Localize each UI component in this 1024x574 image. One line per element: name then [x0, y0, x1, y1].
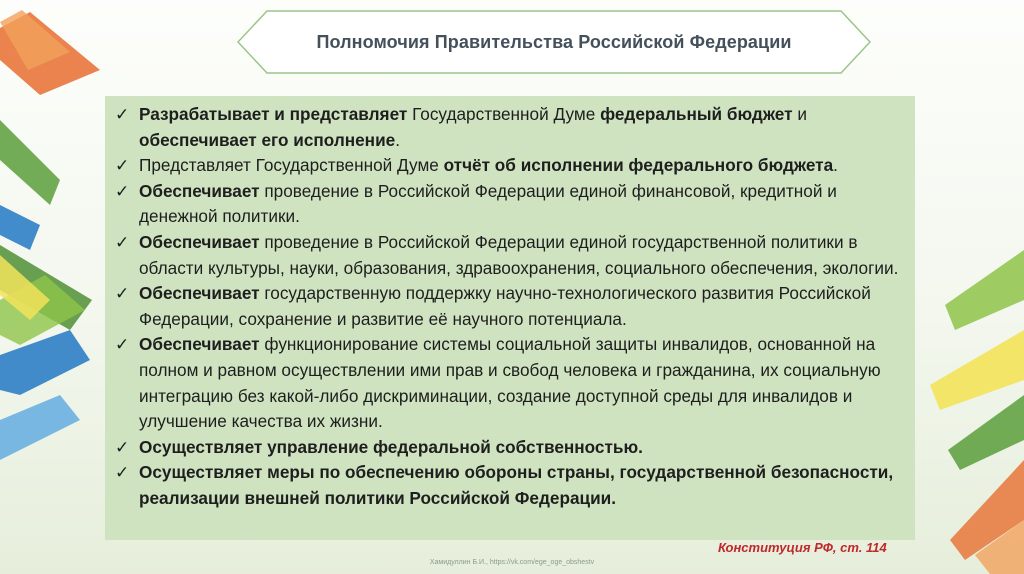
list-item-text: [139, 102, 907, 153]
bold-segment: Обеспечивает: [139, 334, 260, 355]
list-item-text: [139, 281, 907, 332]
check-icon: ✓: [115, 284, 130, 304]
list-item-text: [139, 179, 907, 230]
list-item: [115, 153, 907, 179]
text-segment: проведение в Российской Федерации единой финансовой, кредитной и денежной политики.: [139, 180, 837, 227]
text-segment: .: [833, 155, 838, 176]
list-item: [115, 281, 907, 332]
check-icon: ✓: [115, 232, 130, 252]
check-icon: ✓: [115, 437, 130, 457]
text-segment: проведение в Российской Федерации единой государственной политики в области культуры, науки, образования, здравоохранения, социального обеспечения, экологии.: [139, 231, 899, 278]
text-segment: Государственной Думе: [407, 104, 601, 124]
bold-segment: Обеспечивает: [139, 231, 260, 252]
check-icon: ✓: [115, 181, 130, 201]
bold-segment: Осуществляет управление федеральной собственностью.: [139, 436, 643, 457]
text-segment: государственную поддержку научно-технологического развития Российской Федерации, сохранение и развитие её научного потенциала.: [139, 283, 871, 329]
list-item-text: [139, 153, 907, 179]
list-item-text: [139, 332, 907, 434]
list-item-text: [139, 435, 907, 461]
check-icon: ✓: [115, 335, 130, 355]
powers-list: [105, 96, 915, 540]
title-banner: [237, 10, 871, 74]
text-segment: .: [395, 129, 400, 150]
text-segment: и: [792, 104, 807, 124]
list-item: [115, 435, 907, 461]
bold-segment: обеспечивает его исполнение: [139, 129, 396, 150]
list-item-text: [139, 230, 907, 281]
bold-segment: Разрабатывает и представляет: [139, 104, 408, 124]
list-item: [115, 102, 907, 153]
bold-segment: отчёт об исполнении федерального бюджета: [443, 155, 834, 176]
check-icon: ✓: [115, 105, 130, 124]
check-icon: ✓: [115, 463, 130, 483]
check-icon: ✓: [115, 156, 130, 176]
list-item: [115, 460, 907, 511]
bold-segment: Осуществляет меры по обеспечению обороны страны, государственной безопасности, реализации внешней политики Российской Федерации.: [139, 462, 894, 508]
source-citation: Конституция РФ, ст. 114: [718, 540, 887, 555]
bold-segment: Обеспечивает: [139, 283, 260, 304]
text-segment: функционирование системы социальной защиты инвалидов, основанной на полном и равном осуществлении ими прав и свобод человека и гражданина, их социальную интеграцию без какой-либо дискриминации, создание доступной среды для инвалидов и улучшение качества их жизни.: [139, 334, 881, 432]
list-item: [115, 179, 907, 230]
list-item: [115, 230, 907, 281]
footer-credit: Хамидуллин Б.И., https://vk.com/ege_oge_obshestv: [429, 559, 595, 566]
bold-segment: Обеспечивает: [139, 180, 260, 201]
bold-segment: федеральный бюджет: [600, 104, 793, 124]
list-item-text: [139, 460, 907, 511]
list-item: [115, 332, 907, 434]
text-segment: Представляет Государственной Думе: [139, 155, 444, 176]
page-title: Полномочия Правительства Российской Федерации: [316, 31, 792, 52]
